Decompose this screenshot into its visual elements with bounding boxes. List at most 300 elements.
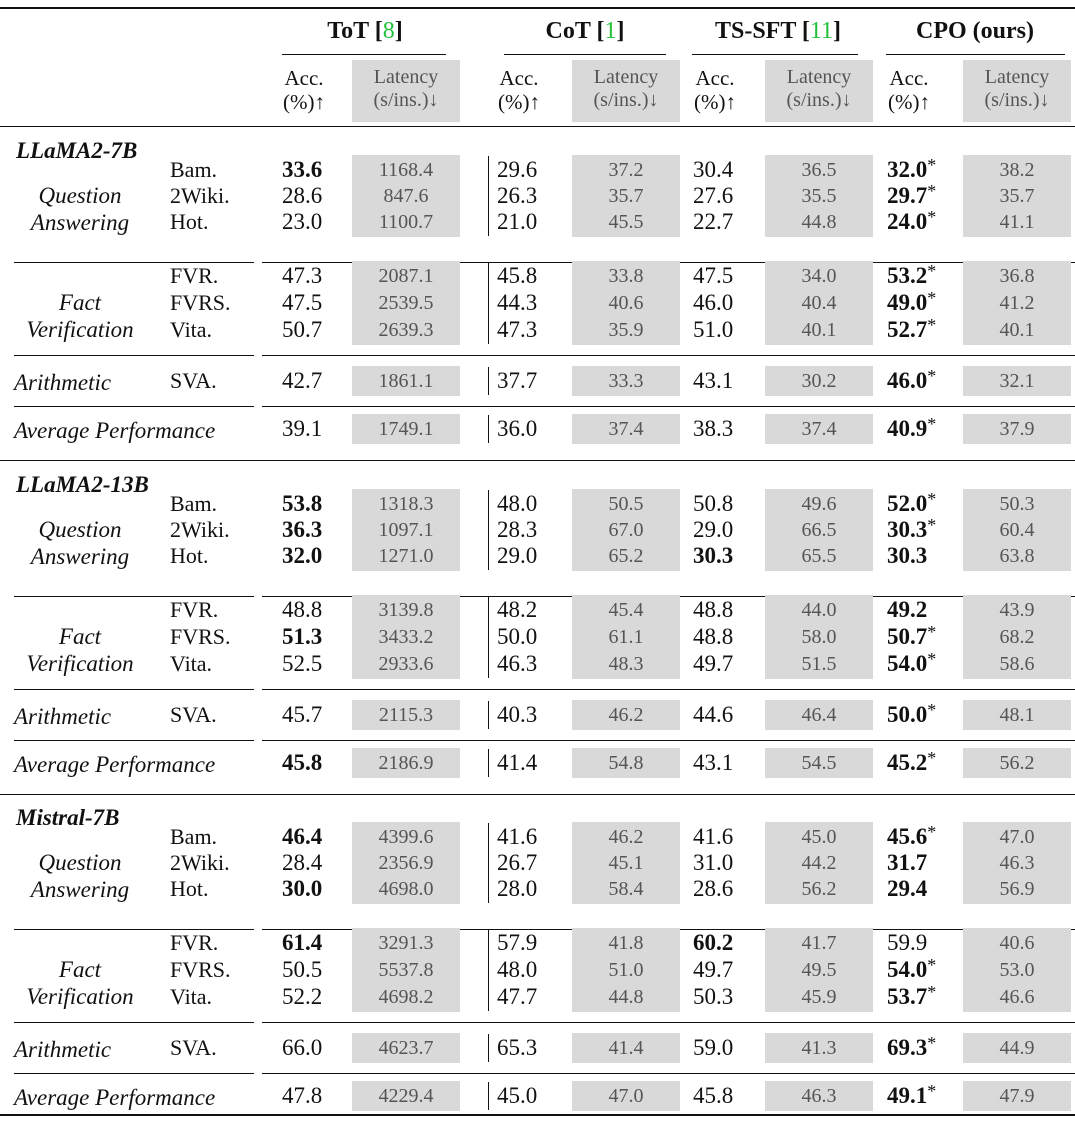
accuracy-value — [887, 315, 937, 342]
dataset-label: FVR. — [170, 597, 219, 622]
latency-value: 45.5 — [572, 207, 680, 237]
accuracy-value — [282, 1084, 322, 1107]
accuracy-number: 59.9 — [887, 930, 928, 955]
accuracy-value — [282, 825, 322, 848]
latency-col-header-line: (s/ins.)↓ — [593, 89, 659, 111]
citation-link[interactable]: 1 — [604, 18, 617, 44]
accuracy-value — [887, 877, 927, 900]
acc-col-header-line: (%)↑ — [694, 90, 736, 115]
accuracy-value — [282, 958, 322, 981]
latency-value: 47.9 — [963, 1081, 1071, 1111]
accuracy-number: 46.0 — [693, 290, 734, 315]
accuracy-number: 47.5 — [282, 290, 323, 315]
accuracy-number: 48.0 — [497, 491, 538, 516]
dataset-label: Vita. — [170, 317, 213, 342]
accuracy-value — [497, 184, 537, 207]
dataset-label: FVR. — [170, 263, 219, 288]
header-rule — [0, 126, 1075, 127]
accuracy-value — [497, 544, 537, 567]
accuracy-value — [693, 158, 733, 181]
acc-col-header-line: (%)↑ — [283, 90, 325, 115]
accuracy-value — [693, 703, 733, 726]
latency-value: 4623.7 — [352, 1033, 460, 1063]
column-divider — [488, 182, 489, 210]
category-label-line: Question — [38, 850, 122, 875]
accuracy-value — [887, 155, 937, 182]
dataset-label: SVA. — [170, 368, 217, 393]
method-header: CoT [1] — [545, 18, 625, 44]
category-label-line: Fact — [58, 290, 102, 315]
accuracy-number: 43.1 — [693, 368, 734, 393]
accuracy-number: 47.8 — [282, 1083, 323, 1108]
latency-value: 40.6 — [963, 928, 1071, 958]
accuracy-value — [693, 931, 733, 954]
accuracy-value — [887, 955, 937, 982]
significance-star: * — [927, 261, 937, 281]
accuracy-number: 30.3 — [887, 517, 928, 542]
accuracy-number: 49.7 — [693, 957, 734, 982]
latency-value: 48.3 — [572, 649, 680, 679]
latency-value: 54.8 — [572, 748, 680, 778]
accuracy-value — [887, 288, 937, 315]
latency-col-header-line: Latency — [786, 66, 852, 88]
accuracy-value — [282, 417, 322, 440]
category-label — [5, 956, 155, 1010]
accuracy-number: 44.3 — [497, 290, 538, 315]
dataset-label: FVRS. — [170, 624, 231, 649]
accuracy-number: 41.6 — [693, 824, 734, 849]
column-divider — [488, 983, 489, 1011]
accuracy-value — [887, 1081, 937, 1108]
latency-value: 60.4 — [963, 515, 1071, 545]
dataset-label: 2Wiki. — [170, 517, 230, 542]
latency-value: 1749.1 — [352, 414, 460, 444]
latency-value: 847.6 — [352, 181, 460, 211]
accuracy-value — [887, 544, 927, 567]
acc-col-header — [877, 66, 941, 114]
accuracy-value — [693, 877, 733, 900]
row-separator — [14, 1022, 254, 1023]
accuracy-value — [282, 598, 322, 621]
latency-value: 40.1 — [963, 315, 1071, 345]
accuracy-number: 39.1 — [282, 416, 323, 441]
accuracy-number: 46.4 — [282, 824, 323, 849]
latency-value: 49.6 — [765, 489, 873, 519]
latency-value: 1318.3 — [352, 489, 460, 519]
accuracy-value — [282, 291, 322, 314]
accuracy-value — [282, 652, 322, 675]
model-name: LLaMA2-13B — [16, 472, 149, 497]
latency-value: 46.6 — [963, 982, 1071, 1012]
group-rule — [0, 794, 1075, 795]
dataset-label: FVRS. — [170, 957, 231, 982]
accuracy-number: 47.3 — [497, 317, 538, 342]
accuracy-number: 49.2 — [887, 597, 928, 622]
accuracy-value — [887, 366, 937, 393]
category-label — [5, 516, 155, 570]
accuracy-number: 53.7 — [887, 984, 928, 1009]
model-name: LLaMA2-7B — [16, 138, 138, 163]
latency-value: 37.4 — [572, 414, 680, 444]
latency-col-header — [963, 66, 1071, 112]
accuracy-value — [887, 622, 937, 649]
accuracy-number: 21.0 — [497, 209, 538, 234]
accuracy-number: 36.0 — [497, 416, 538, 441]
category-label: Average Performance — [14, 418, 216, 443]
accuracy-number: 50.8 — [693, 491, 734, 516]
accuracy-number: 61.4 — [282, 930, 323, 955]
accuracy-value — [887, 851, 927, 874]
category-label-line: Fact — [58, 957, 102, 982]
cmidrule — [504, 54, 666, 55]
latency-value: 46.4 — [765, 700, 873, 730]
latency-value: 56.2 — [765, 874, 873, 904]
accuracy-value — [282, 751, 322, 774]
latency-col-header — [352, 66, 460, 112]
category-label-line: Answering — [30, 877, 130, 903]
accuracy-number: 30.3 — [887, 543, 928, 568]
category-label: Average Performance — [14, 1085, 216, 1110]
dataset-label: Bam. — [170, 157, 218, 182]
accuracy-value — [282, 184, 322, 207]
accuracy-value — [693, 751, 733, 774]
accuracy-value — [497, 931, 537, 954]
row-separator — [14, 689, 254, 690]
accuracy-value — [887, 748, 937, 775]
latency-value: 41.8 — [572, 928, 680, 958]
latency-value: 1097.1 — [352, 515, 460, 545]
accuracy-number: 53.8 — [282, 491, 323, 516]
acc-col-header — [487, 66, 551, 114]
accuracy-value — [887, 700, 937, 727]
accuracy-number: 45.2 — [887, 750, 928, 775]
accuracy-value — [282, 158, 322, 181]
significance-star: * — [927, 955, 937, 975]
dataset-label: SVA. — [170, 1035, 217, 1060]
latency-value: 3433.2 — [352, 622, 460, 652]
accuracy-value — [887, 822, 937, 849]
accuracy-number: 28.4 — [282, 850, 323, 875]
latency-value: 45.0 — [765, 822, 873, 852]
accuracy-value — [282, 264, 322, 287]
latency-value: 68.2 — [963, 622, 1071, 652]
accuracy-number: 28.6 — [693, 876, 734, 901]
accuracy-number: 30.3 — [693, 543, 734, 568]
accuracy-value — [282, 369, 322, 392]
cmidrule — [692, 54, 858, 55]
accuracy-value — [693, 369, 733, 392]
latency-value: 35.7 — [963, 181, 1071, 211]
latency-value: 65.2 — [572, 541, 680, 571]
accuracy-number: 45.8 — [497, 263, 538, 288]
column-divider — [488, 208, 489, 236]
latency-value: 37.2 — [572, 155, 680, 185]
category-label-line: Question — [38, 183, 122, 208]
top-rule — [0, 7, 1075, 9]
accuracy-value — [282, 931, 322, 954]
category-label-line: Question — [38, 517, 122, 542]
accuracy-number: 48.0 — [497, 957, 538, 982]
acc-col-header-line: Acc. — [284, 66, 324, 90]
latency-col-header-line: Latency — [984, 66, 1050, 88]
accuracy-value — [282, 210, 322, 233]
accuracy-number: 48.8 — [282, 597, 323, 622]
latency-value: 54.5 — [765, 748, 873, 778]
method-header — [855, 19, 1075, 43]
latency-value: 2115.3 — [352, 700, 460, 730]
latency-value: 44.8 — [765, 207, 873, 237]
method-name: TS-SFT — [714, 18, 796, 44]
column-divider — [488, 262, 489, 290]
accuracy-value — [497, 369, 537, 392]
accuracy-number: 50.3 — [693, 984, 734, 1009]
dataset-label: 2Wiki. — [170, 850, 230, 875]
row-separator — [14, 1073, 254, 1074]
accuracy-value — [497, 158, 537, 181]
column-divider — [488, 650, 489, 678]
significance-star: * — [927, 822, 937, 842]
category-label: Average Performance — [14, 752, 216, 777]
accuracy-number: 23.0 — [282, 209, 323, 234]
column-divider — [488, 1034, 489, 1062]
accuracy-value — [497, 1036, 537, 1059]
row-separator — [14, 596, 254, 597]
accuracy-value — [282, 1036, 322, 1059]
dataset-label: Bam. — [170, 491, 218, 516]
category-label-line: Verification — [26, 317, 134, 343]
accuracy-number: 52.5 — [282, 651, 323, 676]
accuracy-number: 66.0 — [282, 1035, 323, 1060]
accuracy-value — [497, 958, 537, 981]
accuracy-number: 48.2 — [497, 597, 538, 622]
column-divider — [488, 316, 489, 344]
accuracy-value — [887, 649, 937, 676]
accuracy-number: 50.7 — [887, 624, 928, 649]
latency-value: 30.2 — [765, 366, 873, 396]
latency-value: 3139.8 — [352, 595, 460, 625]
accuracy-number: 54.0 — [887, 957, 928, 982]
latency-value: 4229.4 — [352, 1081, 460, 1111]
accuracy-number: 53.2 — [887, 263, 928, 288]
accuracy-value — [497, 825, 537, 848]
accuracy-value — [497, 652, 537, 675]
accuracy-value — [693, 652, 733, 675]
category-label: Arithmetic — [14, 704, 112, 729]
accuracy-number: 40.9 — [887, 416, 928, 441]
latency-value: 67.0 — [572, 515, 680, 545]
accuracy-value — [282, 703, 322, 726]
accuracy-number: 52.7 — [887, 317, 928, 342]
accuracy-number: 32.0 — [282, 543, 323, 568]
accuracy-number: 49.7 — [693, 651, 734, 676]
group-rule — [0, 460, 1075, 461]
significance-star: * — [927, 515, 937, 535]
accuracy-value — [693, 625, 733, 648]
accuracy-value — [497, 210, 537, 233]
dataset-label: FVRS. — [170, 290, 231, 315]
accuracy-number: 30.0 — [282, 876, 323, 901]
latency-value: 50.3 — [963, 489, 1071, 519]
accuracy-number: 46.0 — [887, 368, 928, 393]
accuracy-number: 47.5 — [693, 263, 734, 288]
latency-value: 2186.9 — [352, 748, 460, 778]
latency-value: 37.4 — [765, 414, 873, 444]
accuracy-value — [282, 318, 322, 341]
significance-star: * — [927, 700, 937, 720]
accuracy-number: 51.3 — [282, 624, 323, 649]
accuracy-value — [693, 210, 733, 233]
latency-value: 4698.0 — [352, 874, 460, 904]
accuracy-value — [693, 1036, 733, 1059]
accuracy-number: 69.3 — [887, 1035, 928, 1060]
significance-star: * — [927, 315, 937, 335]
category-label — [5, 182, 155, 236]
accuracy-value — [693, 985, 733, 1008]
acc-col-header — [272, 66, 336, 114]
accuracy-value — [497, 492, 537, 515]
significance-star: * — [927, 489, 937, 509]
accuracy-number: 45.7 — [282, 702, 323, 727]
significance-star: * — [927, 622, 937, 642]
latency-value: 53.0 — [963, 955, 1071, 985]
column-divider — [488, 596, 489, 624]
latency-value: 49.5 — [765, 955, 873, 985]
latency-col-header-line: Latency — [593, 66, 659, 88]
method-name: CPO (ours) — [916, 18, 1034, 44]
accuracy-value — [497, 703, 537, 726]
column-divider — [488, 749, 489, 777]
accuracy-value — [282, 877, 322, 900]
method-header: TS-SFT [11] — [714, 18, 842, 44]
accuracy-number: 32.0 — [887, 157, 928, 182]
category-label: Arithmetic — [14, 370, 112, 395]
accuracy-value — [282, 625, 322, 648]
column-divider — [488, 289, 489, 317]
latency-value: 45.4 — [572, 595, 680, 625]
accuracy-number: 44.6 — [693, 702, 734, 727]
latency-value: 41.1 — [963, 207, 1071, 237]
accuracy-number: 28.6 — [282, 183, 323, 208]
dataset-label: Vita. — [170, 651, 213, 676]
significance-star: * — [927, 366, 937, 386]
accuracy-value — [497, 625, 537, 648]
accuracy-value — [693, 1084, 733, 1107]
category-label-line: Verification — [26, 984, 134, 1010]
latency-value: 33.3 — [572, 366, 680, 396]
accuracy-number: 30.4 — [693, 157, 734, 182]
column-divider — [488, 823, 489, 851]
accuracy-number: 27.6 — [693, 183, 734, 208]
accuracy-number: 51.0 — [693, 317, 734, 342]
accuracy-value — [887, 261, 937, 288]
latency-value: 46.2 — [572, 700, 680, 730]
accuracy-number: 49.1 — [887, 1083, 928, 1108]
accuracy-number: 47.7 — [497, 984, 538, 1009]
latency-value: 32.1 — [963, 366, 1071, 396]
cmidrule — [282, 54, 446, 55]
latency-value: 41.4 — [572, 1033, 680, 1063]
category-label-line: Answering — [30, 544, 130, 570]
accuracy-value — [497, 598, 537, 621]
latency-value: 43.9 — [963, 595, 1071, 625]
latency-value: 41.2 — [963, 288, 1071, 318]
accuracy-value — [887, 207, 937, 234]
row-separator — [262, 1022, 1075, 1023]
accuracy-value — [497, 518, 537, 541]
accuracy-number: 42.7 — [282, 368, 323, 393]
accuracy-value — [282, 492, 322, 515]
acc-col-header-line: Acc. — [499, 66, 539, 90]
category-label — [5, 623, 155, 677]
accuracy-number: 60.2 — [693, 930, 734, 955]
accuracy-number: 57.9 — [497, 930, 538, 955]
accuracy-value — [693, 264, 733, 287]
row-separator — [14, 406, 254, 407]
citation-link[interactable]: 8 — [382, 18, 395, 44]
significance-star: * — [927, 207, 937, 227]
accuracy-number: 45.0 — [497, 1083, 538, 1108]
acc-col-header-line: Acc. — [695, 66, 735, 90]
significance-star: * — [927, 748, 937, 768]
accuracy-number: 59.0 — [693, 1035, 734, 1060]
latency-value: 46.3 — [963, 848, 1071, 878]
category-label — [5, 289, 155, 343]
accuracy-value — [887, 515, 937, 542]
column-divider — [488, 849, 489, 877]
latency-col-header-line: (s/ins.)↓ — [373, 89, 439, 111]
latency-value: 44.8 — [572, 982, 680, 1012]
accuracy-value — [887, 598, 927, 621]
latency-value: 2087.1 — [352, 261, 460, 291]
accuracy-value — [497, 751, 537, 774]
column-divider — [488, 415, 489, 443]
accuracy-value — [693, 544, 733, 567]
latency-value: 46.2 — [572, 822, 680, 852]
dataset-label: Hot. — [170, 876, 209, 901]
latency-col-header-line: Latency — [373, 66, 439, 88]
accuracy-value — [497, 264, 537, 287]
latency-value: 56.9 — [963, 874, 1071, 904]
dataset-label: Bam. — [170, 824, 218, 849]
latency-col-header — [572, 66, 680, 112]
row-separator — [14, 740, 254, 741]
accuracy-value — [693, 417, 733, 440]
row-separator — [14, 262, 254, 263]
accuracy-number: 26.3 — [497, 183, 538, 208]
accuracy-number: 41.4 — [497, 750, 538, 775]
significance-star: * — [927, 288, 937, 308]
accuracy-number: 29.0 — [497, 543, 538, 568]
dataset-label: Hot. — [170, 543, 209, 568]
latency-value: 45.1 — [572, 848, 680, 878]
accuracy-number: 36.3 — [282, 517, 323, 542]
method-name: ToT — [327, 18, 369, 44]
category-label — [5, 849, 155, 903]
latency-col-header-line: (s/ins.)↓ — [786, 89, 852, 111]
category-label-line: Answering — [30, 210, 130, 236]
accuracy-value — [693, 598, 733, 621]
latency-value: 41.3 — [765, 1033, 873, 1063]
acc-col-header-line: (%)↑ — [888, 90, 930, 115]
latency-value: 44.2 — [765, 848, 873, 878]
significance-star: * — [927, 155, 937, 175]
column-divider — [488, 490, 489, 518]
column-divider — [488, 956, 489, 984]
latency-value: 36.8 — [963, 261, 1071, 291]
column-divider — [488, 516, 489, 544]
accuracy-value — [497, 877, 537, 900]
citation-link[interactable]: 11 — [809, 18, 834, 44]
